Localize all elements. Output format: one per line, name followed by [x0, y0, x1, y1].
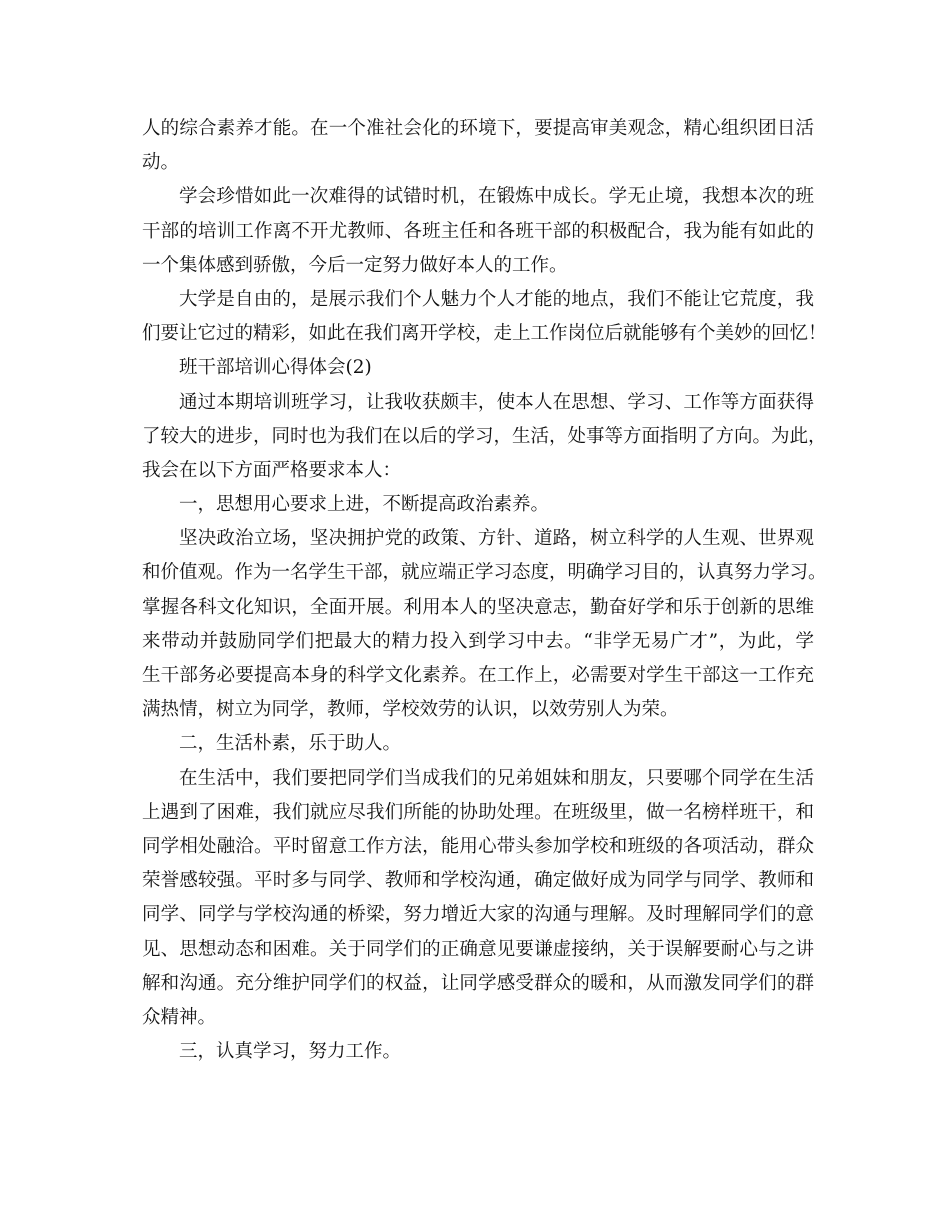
- text-line: 解和沟通。充分维护同学们的权益，让同学感受群众的暖和，从而激发同学们的群: [142, 972, 814, 994]
- text-line: 三，认真学习，努力工作。: [179, 1041, 402, 1063]
- text-line: 上遇到了困难，我们就应尽我们所能的协助处理。在班级里，做一名榜样班干，和: [142, 801, 814, 823]
- text-line: 通过本期培训班学习，让我收获颇丰，使本人在思想、学习、工作等方面获得: [179, 391, 814, 413]
- text-line: 坚决政治立场，坚决拥护党的政策、方针、道路，树立科学的人生观、世界观: [179, 528, 814, 550]
- text-line: 和价值观。作为一名学生干部，就应端正学习态度，明确学习目的，认真努力学习。: [142, 562, 827, 584]
- document-body: [142, 112, 827, 1069]
- text-line: 班干部培训心得体会(2): [179, 357, 372, 379]
- text-line: 们要让它过的精彩，如此在我们离开学校，走上工作岗位后就能够有个美妙的回忆！: [142, 323, 827, 345]
- text-line: 生干部务必要提高本身的科学文化素养。在工作上，必需要对学生干部这一工作充: [142, 665, 814, 686]
- text-line: 来带动并鼓励同学们把最大的精力投入到学习中去。“非学无易广才”，为此，学: [142, 630, 814, 652]
- text-line: 众精神。: [142, 1006, 217, 1028]
- text-line: 满热情，树立为同学，教师，学校效劳的认识，以效劳别人为荣。: [142, 699, 679, 721]
- text-line: 我会在以下方面严格要求本人：: [142, 459, 402, 481]
- text-line: 大学是自由的，是展示我们个人魅力个人才能的地点，我们不能让它荒度，我: [179, 288, 814, 310]
- text-line: 二，生活朴素，乐于助人。: [179, 733, 402, 755]
- text-line: 同学、同学与学校沟通的桥梁，努力增近大家的沟通与理解。及时理解同学们的意: [142, 904, 814, 926]
- text-line: 荣誉感较强。平时多与同学、教师和学校沟通，确定做好成为同学与同学、教师和: [142, 870, 814, 892]
- text-line: 了较大的进步，同时也为我们在以后的学习，生活，处事等方面指明了方向。为此，: [142, 425, 827, 447]
- text-line: 一个集体感到骄傲，今后一定努力做好本人的工作。: [142, 254, 568, 276]
- text-line: 动。: [142, 152, 180, 174]
- text-line: 干部的培训工作离不开尤教师、各班主任和各班干部的积极配合，我为能有如此的: [142, 220, 814, 242]
- text-line: 学会珍惜如此一次难得的试错时机，在锻炼中成长。学无止境，我想本次的班: [179, 186, 814, 208]
- text-line: 见、思想动态和困难。关于同学们的正确意见要谦虚接纳，关于误解要耐心与之讲: [142, 938, 814, 960]
- text-line: 在生活中，我们要把同学们当成我们的兄弟姐妹和朋友，只要哪个同学在生活: [179, 767, 814, 789]
- text-line: 人的综合素养才能。在一个准社会化的环境下，要提高审美观念，精心组织团日活: [142, 118, 814, 139]
- text-line: 同学相处融洽。平时留意工作方法，能用心带头参加学校和班级的各项活动，群众: [142, 835, 814, 857]
- text-line: 掌握各科文化知识，全面开展。利用本人的坚决意志，勤奋好学和乐于创新的思维: [142, 596, 814, 618]
- text-line: 一，思想用心要求上进，不断提高政治素养。: [179, 494, 550, 516]
